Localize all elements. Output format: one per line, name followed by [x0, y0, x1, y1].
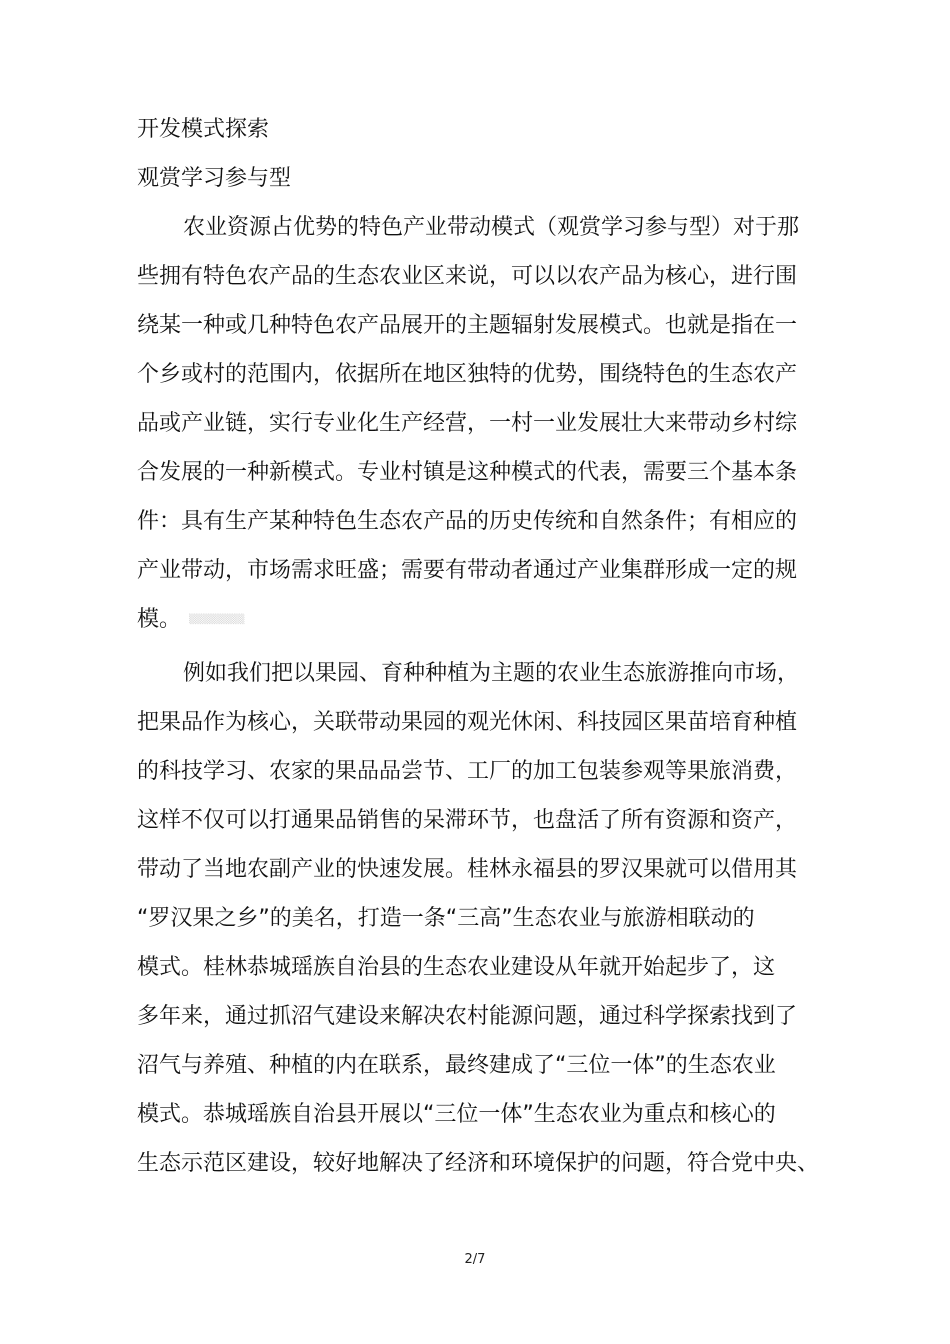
paragraph-line — [137, 605, 244, 635]
paragraph-line: 农业资源占优势的特色产业带动模式（观赏学习参与型）对于那 — [183, 215, 800, 240]
paragraph-line: 些拥有特色农产品的生态农业区来说，可以以农产品为核心，进行围 — [137, 264, 798, 289]
paragraph-line: 模式。恭城瑶族自治县开展以“三位一体”生态农业为重点和核心的 — [137, 1102, 776, 1127]
paragraph-line: 把果品作为核心，关联带动果园的观光休闲、科技园区果苗培育种植 — [137, 710, 798, 735]
page-number: 2/7 — [464, 1252, 486, 1267]
paragraph-line: 合发展的一种新模式。专业村镇是这种模式的代表，需要三个基本条 — [137, 460, 798, 485]
paragraph-line: “罗汉果之乡”的美名，打造一条“三高”生态农业与旅游相联动的 — [137, 906, 755, 931]
paragraph-line: 绕某一种或几种特色农产品展开的主题辐射发展模式。也就是指在一 — [137, 313, 798, 338]
paragraph-line: 品或产业链，实行专业化生产经营，一村一业发展壮大来带动乡村综 — [137, 411, 798, 436]
paragraph-line: 产业带动，市场需求旺盛；需要有带动者通过产业集群形成一定的规 — [137, 558, 798, 583]
paragraph-line: 带动了当地农副产业的快速发展。桂林永福县的罗汉果就可以借用其 — [137, 857, 798, 882]
paragraph-line: 生态示范区建设，较好地解决了经济和环境保护的问题，符合党中央、 — [137, 1151, 820, 1176]
paragraph-line: 个乡或村的范围内，依据所在地区独特的优势，围绕特色的生态农产 — [137, 362, 798, 387]
section-heading: 开发模式探索 — [137, 117, 270, 142]
paragraph-line: 模式。桂林恭城瑶族自治县的生态农业建设从年就开始起步了，这 — [137, 955, 776, 980]
subsection-heading: 观赏学习参与型 — [137, 166, 292, 191]
paragraph-line: 的科技学习、农家的果品品尝节、工厂的加工包装参观等果旅消费， — [137, 759, 798, 784]
paragraph-line-text: 模。 — [137, 607, 182, 632]
paragraph-line: 件：具有生产某种特色生态农产品的历史传统和自然条件；有相应的 — [137, 509, 798, 534]
paragraph-line: 这样不仅可以打通果品销售的呆滞环节，也盘活了所有资源和资产， — [137, 808, 798, 833]
paragraph-line: 沼气与养殖、种植的内在联系，最终建成了“三位一体”的生态农业 — [137, 1053, 776, 1078]
faint-watermark-text: ▒▒▒▒▒▒▒▒ — [189, 615, 245, 625]
paragraph-line: 例如我们把以果园、育种种植为主题的农业生态旅游推向市场， — [183, 661, 800, 686]
paragraph-line: 多年来，通过抓沼气建设来解决农村能源问题，通过科学探索找到了 — [137, 1004, 798, 1029]
